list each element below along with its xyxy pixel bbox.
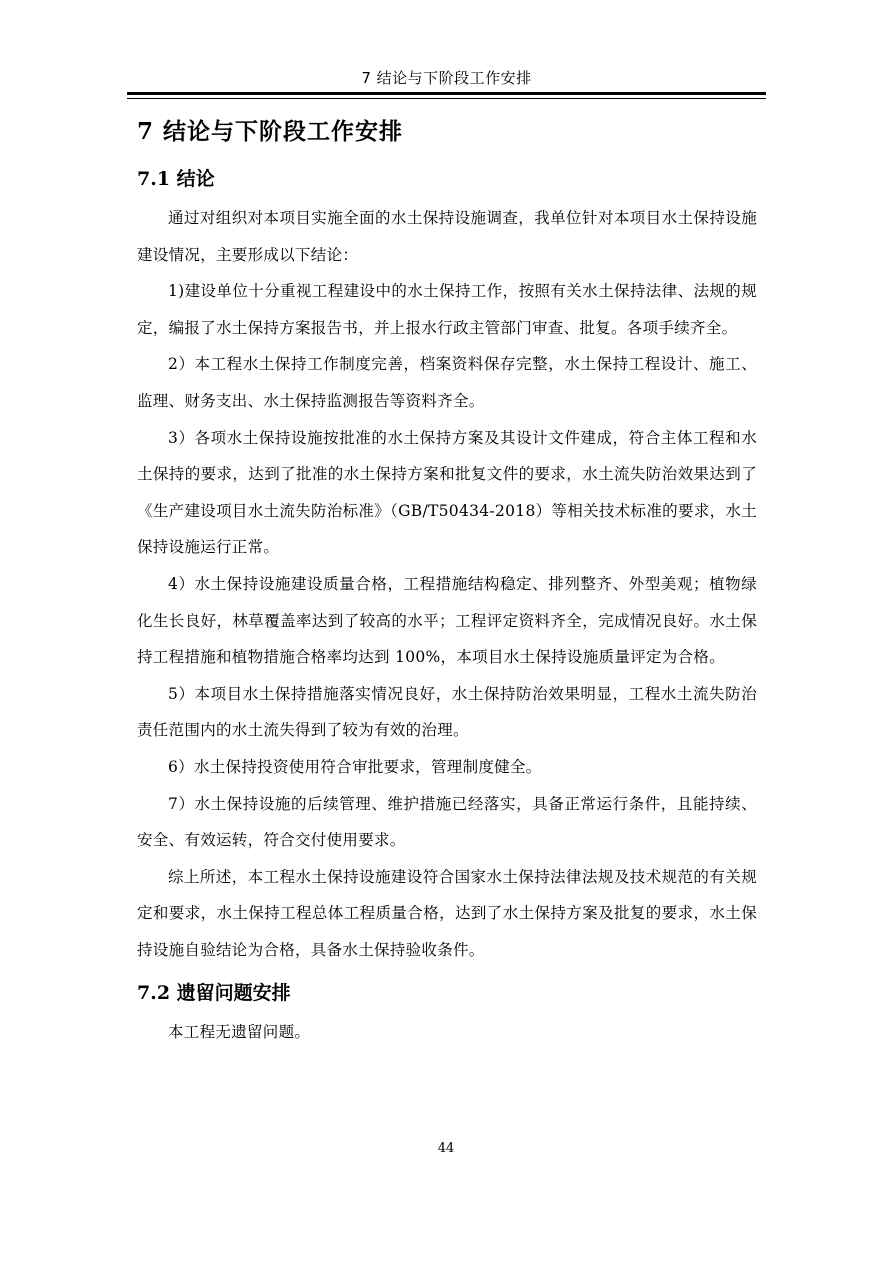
section-title-remaining-issues: 7.2 遗留问题安排 xyxy=(137,982,291,1005)
page-number: 44 xyxy=(437,1141,455,1156)
conclusion-item-5: 5）本项目水土保持措施落实情况良好，水土保持防治效果明显，工程水土流失防治责任范围内的水土流失得到了较为有效的治理。 xyxy=(137,684,757,740)
conclusion-item-1: 1)建设单位十分重视工程建设中的水土保持工作，按照有关水土保持法律、法规的规定，编报了水土保持方案报告书，并上报水行政主管部门审查、批复。各项手续齐全。 xyxy=(137,282,757,337)
running-header: 7 结论与下阶段工作安排 xyxy=(361,69,532,87)
conclusion-item-7: 7）水土保持设施的后续管理、维护措施已经落实，具备正常运行条件，且能持续、安全、有效运转，符合交付使用要求。 xyxy=(137,794,757,850)
remaining-issues-paragraph: 本工程无遗留问题。 xyxy=(168,1023,311,1042)
section-title-conclusion: 7.1 结论 xyxy=(137,168,215,190)
header-rule-thin xyxy=(127,98,766,99)
conclusion-item-6: 6）水土保持投资使用符合审批要求，管理制度健全。 xyxy=(168,757,542,776)
chapter-title: 7 结论与下阶段工作安排 xyxy=(137,118,404,145)
conclusion-item-3: 3）各项水土保持设施按批准的水土保持方案及其设计文件建成，符合主体工程和水土保持的要求，达到了批准的水土保持方案和批复文件的要求，水土流失防治效果达到了《生产建设项目水土流失防治标准》（GB/T50434-2018）等相关技术标准的要求，水土保持设施运行正常。 xyxy=(137,428,757,557)
conclusion-item-2: 2）本工程水土保持工作制度完善，档案资料保存完整，水土保持工程设计、施工、监理、财务支出、水土保持监测报告等资料齐全。 xyxy=(137,355,757,410)
conclusion-intro-paragraph: 通过对组织对本项目实施全面的水土保持设施调查，我单位针对本项目水土保持设施建设情况，主要形成以下结论： xyxy=(137,209,757,264)
header-rule-thick xyxy=(127,92,766,95)
page-body xyxy=(137,114,757,1051)
conclusion-summary-paragraph: 综上所述，本工程水土保持设施建设符合国家水土保持法律法规及技术规范的有关规定和要求，水土保持工程总体工程质量合格，达到了水土保持方案及批复的要求，水土保持设施自验结论为合格，具备水土保持验收条件。 xyxy=(137,867,757,959)
conclusion-item-4: 4）水土保持设施建设质量合格，工程措施结构稳定、排列整齐、外型美观；植物绿化生长良好，林草覆盖率达到了较高的水平；工程评定资料齐全，完成情况良好。水土保持工程措施和植物措施合格率均达到 100%，本项目水土保持设施质量评定为合格。 xyxy=(137,574,757,667)
